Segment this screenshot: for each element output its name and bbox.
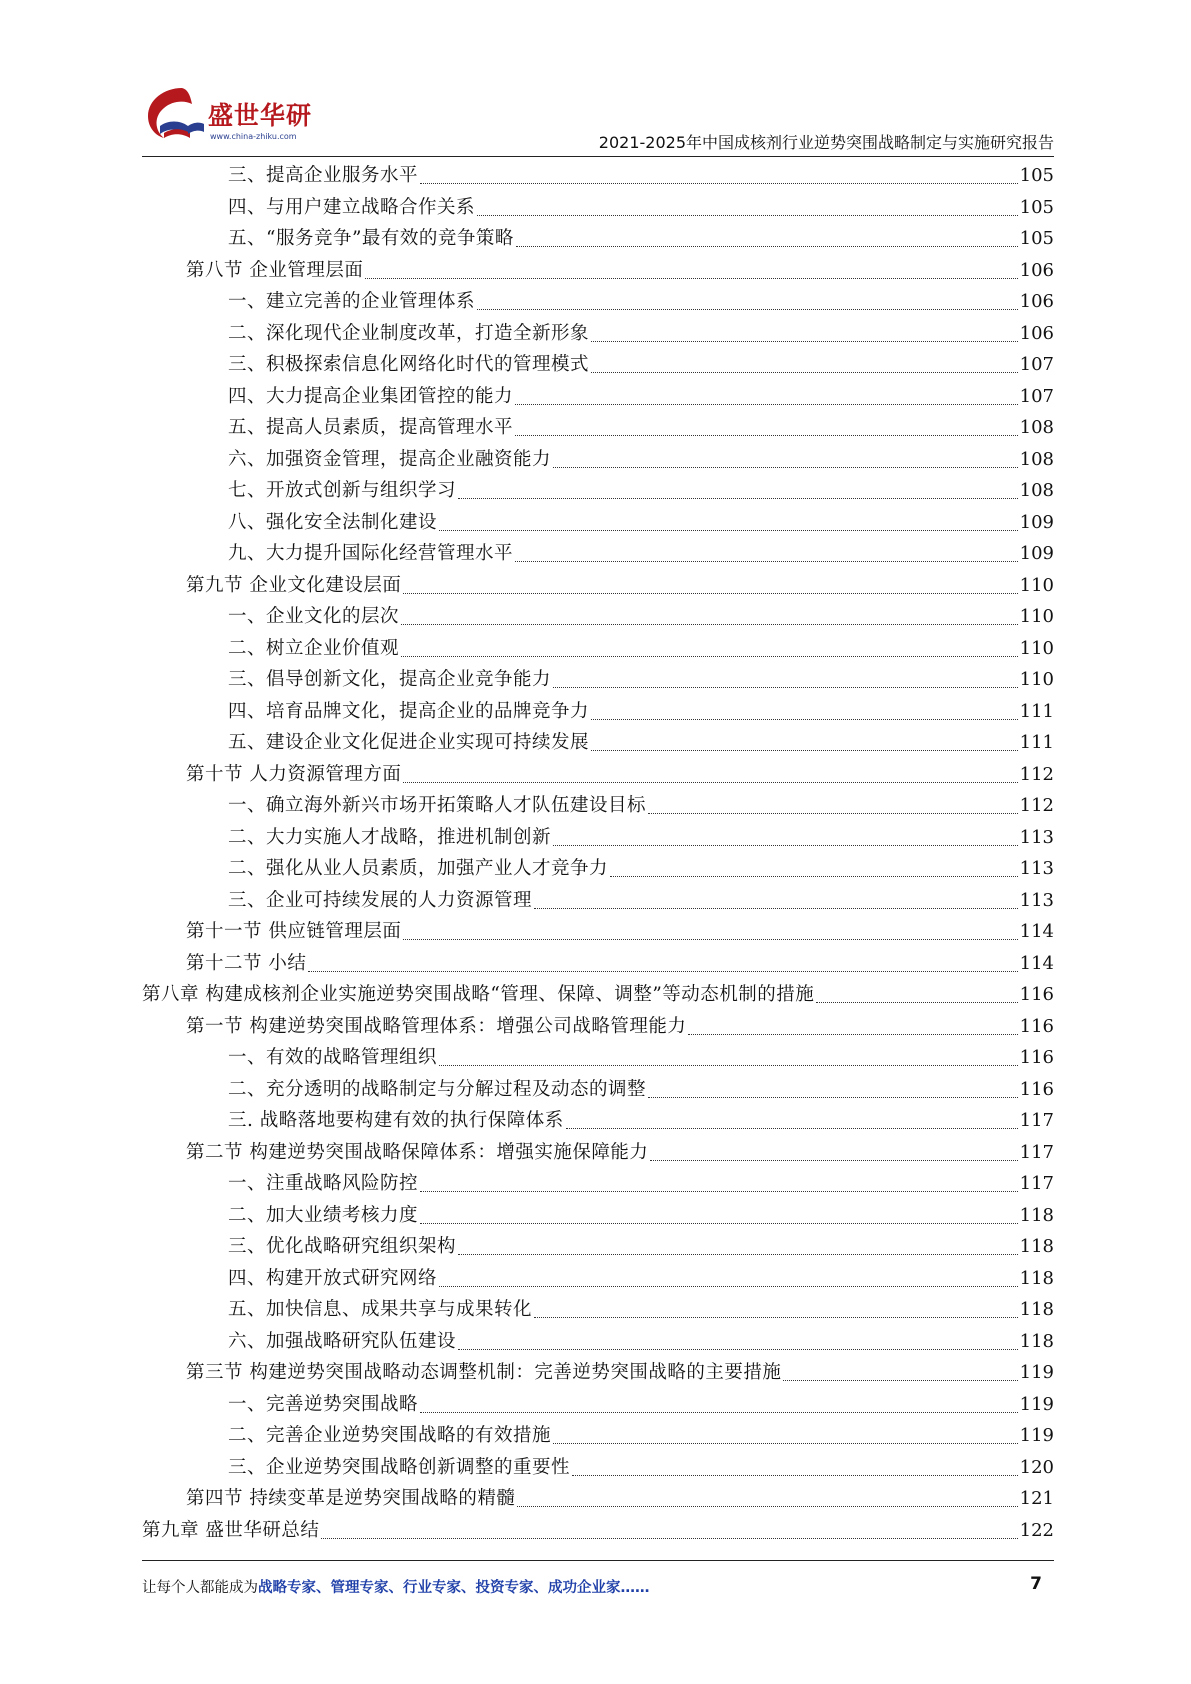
- toc-entry-label: 三、优化战略研究组织架构: [228, 1236, 457, 1257]
- toc-entry[interactable]: [142, 1515, 1054, 1547]
- toc-entry-label: 一、有效的战略管理组织: [228, 1047, 438, 1068]
- toc-entry-page: 108: [1019, 417, 1054, 438]
- toc-entry-label: 一、企业文化的层次: [228, 606, 400, 627]
- toc-leader-dots: [401, 656, 1018, 657]
- toc-entry[interactable]: [142, 1231, 1054, 1263]
- toc-entry[interactable]: [142, 1452, 1054, 1484]
- toc-entry-page: 112: [1019, 763, 1054, 785]
- brand-logo: [142, 80, 312, 150]
- footer-slogan-lead: 让每个人都能成为: [142, 1580, 258, 1596]
- toc-entry-label: 第九章 盛世华研总结: [142, 1519, 320, 1541]
- toc-entry-page: 106: [1019, 322, 1054, 344]
- toc-entry-page: 116: [1019, 984, 1054, 1005]
- toc-entry[interactable]: [142, 948, 1054, 980]
- toc-leader-dots: [517, 1506, 1017, 1507]
- toc-leader-dots: [516, 246, 1018, 247]
- toc-entry-label: 二、树立企业价值观: [228, 637, 400, 659]
- toc-leader-dots: [365, 278, 1017, 279]
- toc-entry-label: 二、充分透明的战略制定与分解过程及动态的调整: [228, 1078, 647, 1100]
- toc-entry-label: 第二节 构建逆势突围战略保障体系：增强实施保障能力: [186, 1141, 649, 1163]
- toc-entry-page: 112: [1019, 795, 1054, 816]
- toc-entry[interactable]: [142, 286, 1054, 318]
- toc-entry-label: 七、开放式创新与组织学习: [228, 480, 457, 501]
- toc-entry[interactable]: [142, 979, 1054, 1011]
- toc-leader-dots: [477, 215, 1018, 216]
- toc-leader-dots: [477, 309, 1018, 310]
- toc-entry-page: 118: [1019, 1236, 1054, 1257]
- toc-leader-dots: [403, 939, 1017, 940]
- toc-entry-label: 二、加大业绩考核力度: [228, 1204, 419, 1226]
- toc-leader-dots: [439, 1286, 1018, 1287]
- toc-entry-page: 110: [1019, 669, 1054, 690]
- toc-entry[interactable]: [142, 759, 1054, 791]
- toc-entry-label: 一、建立完善的企业管理体系: [228, 291, 476, 312]
- toc-leader-dots: [420, 1191, 1018, 1192]
- toc-entry-page: 118: [1019, 1267, 1054, 1289]
- toc-entry[interactable]: [142, 1263, 1054, 1295]
- toc-leader-dots: [458, 1349, 1018, 1350]
- toc-leader-dots: [610, 876, 1018, 877]
- toc-entry[interactable]: [142, 790, 1054, 822]
- toc-entry-label: 一、注重战略风险防控: [228, 1173, 419, 1194]
- toc-entry-page: 105: [1019, 228, 1054, 249]
- toc-entry[interactable]: [142, 1074, 1054, 1106]
- toc-entry-page: 119: [1019, 1393, 1054, 1415]
- toc-leader-dots: [816, 1002, 1017, 1003]
- toc-entry-label: 二、完善企业逆势突围战略的有效措施: [228, 1425, 552, 1446]
- toc-leader-dots: [420, 1412, 1018, 1413]
- toc-entry-page: 108: [1019, 448, 1054, 470]
- toc-entry[interactable]: [142, 444, 1054, 476]
- toc-leader-dots: [553, 467, 1018, 468]
- toc-entry-page: 108: [1019, 480, 1054, 501]
- toc-entry-page: 114: [1019, 921, 1054, 942]
- toc-entry-label: 第八节 企业管理层面: [186, 259, 364, 281]
- toc-entry-label: 第十二节 小结: [186, 952, 307, 974]
- toc-entry[interactable]: [142, 160, 1054, 192]
- toc-entry[interactable]: [142, 727, 1054, 759]
- toc-entry-label: 第十一节 供应链管理层面: [186, 921, 402, 942]
- toc-entry[interactable]: [142, 255, 1054, 287]
- toc-entry-page: 120: [1019, 1456, 1054, 1478]
- toc-entry-page: 113: [1019, 889, 1054, 911]
- toc-leader-dots: [650, 1160, 1017, 1161]
- toc-entry-label: 二、大力实施人才战略，推进机制创新: [228, 826, 552, 848]
- document-title: 2021-2025年中国成核剂行业逆势突围战略制定与实施研究报告: [598, 133, 1054, 152]
- toc-entry[interactable]: [142, 1011, 1054, 1043]
- toc-entry-label: 三. 战略落地要构建有效的执行保障体系: [228, 1110, 564, 1131]
- toc-entry-label: 二、强化从业人员素质，加强产业人才竞争力: [228, 858, 609, 879]
- toc-entry[interactable]: [142, 633, 1054, 665]
- toc-entry-label: 三、倡导创新文化，提高企业竞争能力: [228, 669, 552, 690]
- toc-entry-page: 117: [1019, 1173, 1054, 1194]
- toc-entry[interactable]: [142, 885, 1054, 917]
- toc-entry-page: 109: [1019, 543, 1054, 564]
- toc-leader-dots: [439, 1065, 1018, 1066]
- toc-entry-page: 119: [1019, 1425, 1054, 1446]
- toc-leader-dots: [591, 372, 1018, 373]
- toc-leader-dots: [458, 1254, 1018, 1255]
- toc-entry-page: 116: [1019, 1047, 1054, 1068]
- toc-leader-dots: [566, 1128, 1018, 1129]
- toc-entry-page: 113: [1019, 826, 1054, 848]
- toc-entry-label: 六、加强战略研究队伍建设: [228, 1330, 457, 1352]
- toc-entry[interactable]: [142, 1326, 1054, 1358]
- toc-entry[interactable]: [142, 1137, 1054, 1169]
- toc-entry-label: 四、培育品牌文化，提高企业的品牌竞争力: [228, 700, 590, 722]
- toc-entry-page: 116: [1019, 1078, 1054, 1100]
- toc-entry-page: 116: [1019, 1015, 1054, 1037]
- toc-entry-label: 三、企业可持续发展的人力资源管理: [228, 889, 533, 911]
- toc-entry[interactable]: [142, 1357, 1054, 1389]
- toc-entry[interactable]: [142, 822, 1054, 854]
- page-footer: [142, 1576, 1054, 1606]
- toc-entry[interactable]: [142, 1420, 1054, 1452]
- toc-leader-dots: [783, 1380, 1017, 1381]
- toc-entry-page: 107: [1019, 354, 1054, 375]
- toc-entry-page: 109: [1019, 511, 1054, 533]
- toc-leader-dots: [591, 750, 1018, 751]
- toc-entry-label: 第三节 构建逆势突围战略动态调整机制：完善逆势突围战略的主要措施: [186, 1362, 782, 1383]
- toc-entry[interactable]: [142, 570, 1054, 602]
- brand-name: 盛世华研: [208, 101, 313, 130]
- toc-entry[interactable]: [142, 853, 1054, 885]
- toc-entry-label: 二、深化现代企业制度改革，打造全新形象: [228, 322, 590, 344]
- toc-leader-dots: [458, 498, 1018, 499]
- toc-leader-dots: [403, 593, 1017, 594]
- toc-entry-label: 第十节 人力资源管理方面: [186, 763, 402, 785]
- toc-entry[interactable]: [142, 1294, 1054, 1326]
- toc-entry[interactable]: [142, 349, 1054, 381]
- toc-entry-label: 五、“服务竞争”最有效的竞争策略: [228, 228, 514, 249]
- toc-entry-label: 五、提高人员素质，提高管理水平: [228, 417, 514, 438]
- toc-leader-dots: [515, 435, 1018, 436]
- toc-entry-label: 第一节 构建逆势突围战略管理体系：增强公司战略管理能力: [186, 1015, 687, 1037]
- toc-entry-page: 106: [1019, 259, 1054, 281]
- toc-entry-page: 121: [1019, 1488, 1054, 1509]
- toc-entry-label: 三、积极探索信息化网络化时代的管理模式: [228, 354, 590, 375]
- toc-leader-dots: [515, 404, 1018, 405]
- toc-entry[interactable]: [142, 664, 1054, 696]
- toc-entry-page: 106: [1019, 291, 1054, 312]
- toc-entry-page: 105: [1019, 196, 1054, 218]
- footer-divider: [142, 1560, 1054, 1561]
- toc-leader-dots: [321, 1538, 1017, 1539]
- toc-leader-dots: [553, 845, 1018, 846]
- toc-leader-dots: [648, 1097, 1018, 1098]
- toc-entry[interactable]: [142, 507, 1054, 539]
- toc-entry-label: 第四节 持续变革是逆势突围战略的精髓: [186, 1488, 516, 1509]
- toc-leader-dots: [515, 561, 1018, 562]
- toc-entry-page: 110: [1019, 606, 1054, 627]
- toc-entry-page: 113: [1019, 858, 1054, 879]
- toc-entry[interactable]: [142, 318, 1054, 350]
- toc-entry-label: 四、构建开放式研究网络: [228, 1267, 438, 1289]
- toc-entry-page: 118: [1019, 1299, 1054, 1320]
- toc-leader-dots: [688, 1034, 1017, 1035]
- toc-leader-dots: [572, 1475, 1018, 1476]
- toc-leader-dots: [420, 183, 1018, 184]
- brand-url: www.china-zhiku.com: [210, 132, 297, 141]
- toc-entry-page: 111: [1019, 732, 1054, 753]
- toc-entry[interactable]: [142, 1168, 1054, 1200]
- toc-entry-label: 一、完善逆势突围战略: [228, 1393, 419, 1415]
- toc-entry[interactable]: [142, 696, 1054, 728]
- toc-leader-dots: [591, 341, 1018, 342]
- toc-entry-label: 三、提高企业服务水平: [228, 165, 419, 186]
- toc-entry-page: 107: [1019, 385, 1054, 407]
- table-of-contents: [142, 160, 1054, 1546]
- toc-entry-page: 119: [1019, 1362, 1054, 1383]
- toc-leader-dots: [308, 971, 1017, 972]
- toc-entry[interactable]: [142, 601, 1054, 633]
- toc-entry-page: 117: [1019, 1110, 1054, 1131]
- toc-entry-label: 第九节 企业文化建设层面: [186, 574, 402, 596]
- toc-entry-page: 114: [1019, 952, 1054, 974]
- toc-leader-dots: [534, 1317, 1018, 1318]
- toc-entry-label: 第八章 构建成核剂企业实施逆势突围战略“管理、保障、调整”等动态机制的措施: [142, 984, 815, 1005]
- toc-entry-page: 110: [1019, 574, 1054, 596]
- header-divider: [142, 156, 1054, 157]
- toc-entry[interactable]: [142, 1200, 1054, 1232]
- toc-leader-dots: [403, 782, 1017, 783]
- toc-entry-page: 117: [1019, 1141, 1054, 1163]
- toc-leader-dots: [439, 530, 1018, 531]
- toc-entry[interactable]: [142, 381, 1054, 413]
- toc-entry-label: 五、加快信息、成果共享与成果转化: [228, 1299, 533, 1320]
- toc-leader-dots: [553, 687, 1018, 688]
- toc-entry[interactable]: [142, 475, 1054, 507]
- toc-entry[interactable]: [142, 1483, 1054, 1515]
- toc-entry-page: 118: [1019, 1204, 1054, 1226]
- toc-entry[interactable]: [142, 1042, 1054, 1074]
- page-header: [142, 80, 1054, 158]
- toc-entry-label: 三、企业逆势突围战略创新调整的重要性: [228, 1456, 571, 1478]
- toc-leader-dots: [534, 908, 1018, 909]
- toc-entry-label: 六、加强资金管理，提高企业融资能力: [228, 448, 552, 470]
- toc-entry-label: 四、大力提高企业集团管控的能力: [228, 385, 514, 407]
- toc-entry-label: 八、强化安全法制化建设: [228, 511, 438, 533]
- toc-entry-page: 105: [1019, 165, 1054, 186]
- toc-entry[interactable]: [142, 538, 1054, 570]
- toc-leader-dots: [648, 813, 1018, 814]
- toc-entry-page: 111: [1019, 700, 1054, 722]
- toc-entry-label: 九、大力提升国际化经营管理水平: [228, 543, 514, 564]
- toc-entry[interactable]: [142, 412, 1054, 444]
- footer-slogan-roles: 战略专家、管理专家、行业专家、投资专家、成功企业家……: [258, 1580, 650, 1596]
- toc-leader-dots: [591, 719, 1018, 720]
- page-number: 7: [1030, 1574, 1042, 1594]
- toc-entry-page: 110: [1019, 637, 1054, 659]
- toc-entry-label: 一、确立海外新兴市场开拓策略人才队伍建设目标: [228, 795, 647, 816]
- toc-leader-dots: [553, 1443, 1018, 1444]
- toc-entry[interactable]: [142, 1105, 1054, 1137]
- toc-entry-label: 五、建设企业文化促进企业实现可持续发展: [228, 732, 590, 753]
- toc-entry-page: 118: [1019, 1330, 1054, 1352]
- toc-entry[interactable]: [142, 192, 1054, 224]
- toc-entry[interactable]: [142, 223, 1054, 255]
- toc-entry[interactable]: [142, 1389, 1054, 1421]
- brand-logo-icon: [142, 86, 206, 142]
- toc-leader-dots: [420, 1223, 1018, 1224]
- toc-entry-page: 122: [1019, 1519, 1054, 1541]
- toc-entry[interactable]: [142, 916, 1054, 948]
- toc-leader-dots: [401, 624, 1018, 625]
- toc-entry-label: 四、与用户建立战略合作关系: [228, 196, 476, 218]
